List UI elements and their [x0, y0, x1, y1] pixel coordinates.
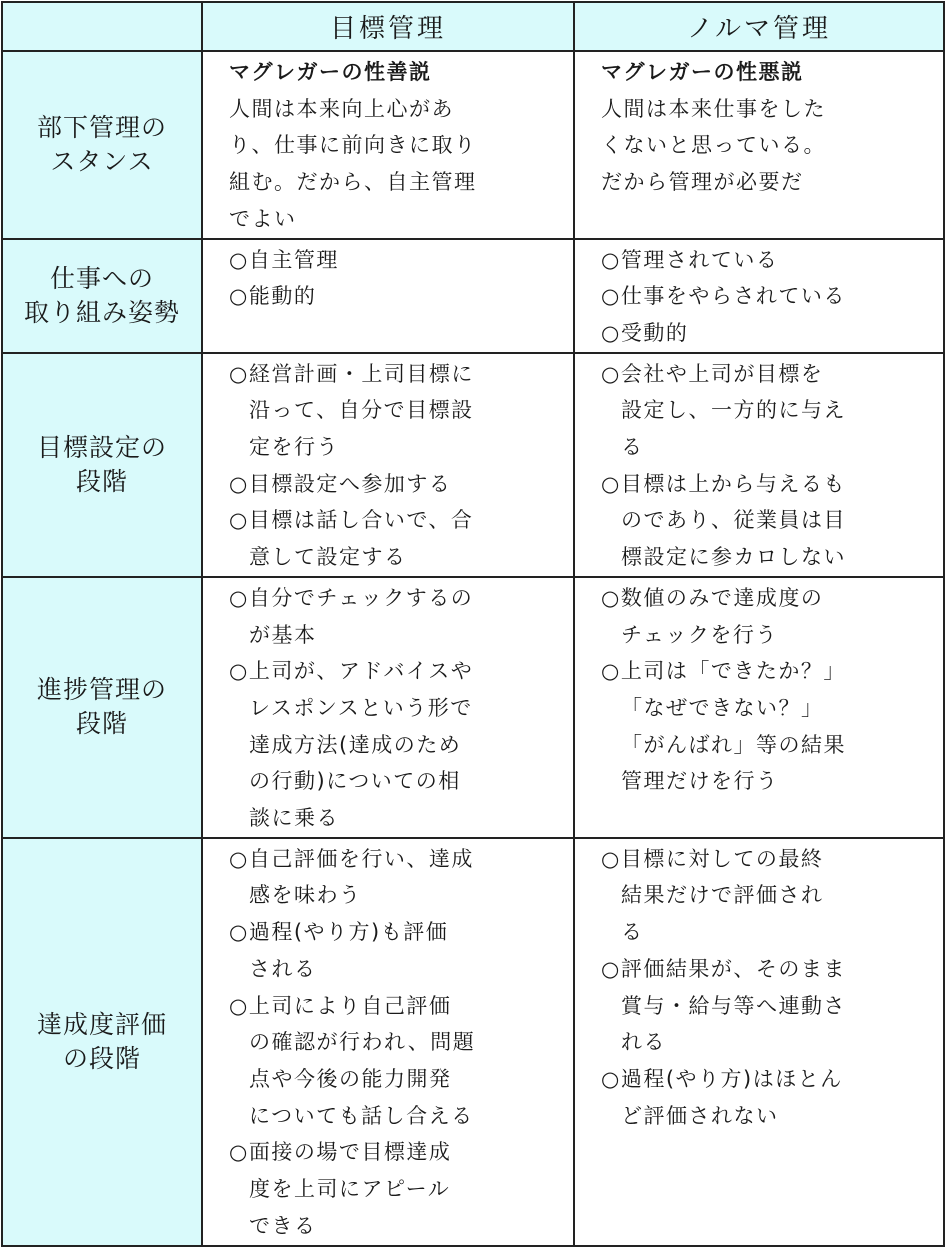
- cell-text-line: 定を行う: [249, 435, 339, 460]
- cell-text-line: 人間は本来仕事をした: [601, 96, 826, 121]
- cell-text-line: ○自主管理: [229, 247, 339, 272]
- row-label-line: 段階: [75, 466, 128, 496]
- cell-text-line: ○評価結果が、そのまま: [601, 956, 846, 981]
- cell-text-line: だから管理が必要だ: [601, 170, 804, 195]
- cell-text-line: 組む。だから、自主管理: [229, 170, 477, 195]
- cell-text-line: ○上司が、アドバイスや: [229, 659, 474, 684]
- cell-text-line: ○自己評価を行い、達成: [229, 846, 474, 871]
- mbo-cell-stance: [202, 51, 574, 239]
- cell-text-line: される: [249, 956, 317, 981]
- cell-text-line: 「がんばれ」等の結果: [621, 732, 846, 757]
- cell-text-line: る: [621, 920, 644, 945]
- cell-text-line: ど評価されない: [621, 1103, 779, 1128]
- cell-text-line: 意して設定する: [249, 545, 407, 570]
- cell-text-line: ○目標は上から与えるも: [601, 471, 846, 496]
- cell-text-line: ○管理されている: [601, 247, 779, 272]
- cell-text-line: 設定し、一方的に与え: [621, 398, 846, 423]
- cell-text-line: の行動)についての相: [249, 769, 461, 794]
- cell-text-line: 「なぜできない？」: [621, 695, 824, 720]
- table-row-stance: [2, 51, 944, 239]
- cell-text-line: り、仕事に前向きに取り: [229, 133, 477, 158]
- comparison-table: [1, 1, 945, 1247]
- cell-text-line: ○会社や上司が目標を: [601, 361, 824, 386]
- cell-text-line: の確認が行われ、問題: [249, 1030, 476, 1055]
- quota-cell-evaluation: [574, 838, 944, 1246]
- cell-text-line: 点や今後の能力開発: [249, 1066, 452, 1091]
- comparison-table-wrapper: [1, 1, 943, 1238]
- row-label-line: 段階: [75, 709, 128, 739]
- mbo-cell-evaluation: [202, 838, 574, 1246]
- cell-text-line: 管理だけを行う: [621, 769, 779, 794]
- table-row-goal-setting: [2, 353, 944, 577]
- row-label-line: の段階: [62, 1043, 141, 1073]
- header-corner-cell: [2, 2, 202, 51]
- cell-text-line: ○仕事をやらされている: [601, 284, 846, 309]
- mbo-cell-work-attitude: [202, 239, 574, 353]
- header-mbo: 目標管理: [202, 2, 574, 51]
- cell-text-line: 人間は本来向上心があ: [229, 96, 454, 121]
- cell-text-line: 沿って、自分で目標設: [249, 398, 474, 423]
- cell-text-line: ○上司は「できたか？」: [601, 659, 846, 684]
- cell-text-line: る: [621, 435, 644, 460]
- cell-text-line: くないと思っている。: [601, 133, 826, 158]
- cell-text-line: ○面接の場で目標達成: [229, 1140, 452, 1165]
- cell-text-line: ○受動的: [601, 320, 689, 345]
- cell-text-line: ○目標に対しての最終: [601, 846, 824, 871]
- cell-text-line: ○目標設定へ参加する: [229, 471, 452, 496]
- quota-cell-progress: [574, 577, 944, 838]
- mbo-cell-progress: [202, 577, 574, 838]
- table-row-work-attitude: [2, 239, 944, 353]
- cell-text-line: 感を味わう: [249, 883, 362, 908]
- row-label-line: スタンス: [50, 146, 154, 176]
- row-label-goal-setting: [2, 353, 202, 577]
- cell-text-line: ○過程(やり方)はほとん: [601, 1066, 843, 1091]
- cell-text-line: できる: [249, 1213, 317, 1238]
- row-label-line: 進捗管理の: [36, 675, 167, 705]
- cell-text-line: レスポンスという形で: [249, 695, 473, 720]
- mbo-cell-goal-setting: [202, 353, 574, 577]
- row-label-line: 部下管理の: [36, 112, 167, 142]
- cell-text-line: ○自分でチェックするの: [229, 585, 474, 610]
- cell-text-line: れる: [621, 1030, 666, 1055]
- cell-text-line: でよい: [229, 206, 297, 231]
- header-row: [2, 2, 944, 51]
- row-label-evaluation: [2, 838, 202, 1246]
- cell-heading: マグレガーの性悪説: [601, 60, 804, 84]
- cell-text-line: ○経営計画・上司目標に: [229, 361, 474, 386]
- cell-text-line: 賞与・給与等へ連動さ: [621, 993, 846, 1018]
- cell-text-line: 結果だけで評価され: [621, 883, 824, 908]
- table-row-evaluation: [2, 838, 944, 1246]
- cell-text-line: ○数値のみで達成度の: [601, 585, 824, 610]
- cell-text-line: ○能動的: [229, 284, 317, 309]
- cell-text-line: ○目標は話し合いで、合: [229, 508, 474, 533]
- cell-text-line: 談に乗る: [249, 806, 339, 831]
- table-body: [2, 51, 944, 1246]
- row-label-progress: [2, 577, 202, 838]
- header-quota: ノルマ管理: [574, 2, 944, 51]
- cell-text-line: のであり、従業員は目: [621, 508, 846, 533]
- cell-text-line: が基本: [249, 622, 317, 647]
- cell-text-line: についても話し合える: [249, 1103, 474, 1128]
- row-label-work-attitude: [2, 239, 202, 353]
- row-label-line: 目標設定の: [36, 432, 167, 462]
- quota-cell-work-attitude: [574, 239, 944, 353]
- quota-cell-stance: [574, 51, 944, 239]
- row-label-line: 達成度評価: [36, 1009, 167, 1039]
- cell-text-line: 度を上司にアピール: [249, 1177, 451, 1202]
- cell-text-line: 標設定に参カロしない: [621, 545, 846, 570]
- quota-cell-goal-setting: [574, 353, 944, 577]
- cell-text-line: ○上司により自己評価: [229, 993, 452, 1018]
- cell-text-line: チェックを行う: [621, 622, 778, 647]
- row-label-line: 取り組み姿勢: [23, 297, 180, 327]
- row-label-line: 仕事への: [49, 263, 154, 293]
- row-label-stance: [2, 51, 202, 239]
- cell-heading: マグレガーの性善説: [229, 60, 432, 84]
- cell-text-line: 達成方法(達成のため: [249, 732, 462, 757]
- cell-text-line: ○過程(やり方)も評価: [229, 920, 449, 945]
- table-row-progress: [2, 577, 944, 838]
